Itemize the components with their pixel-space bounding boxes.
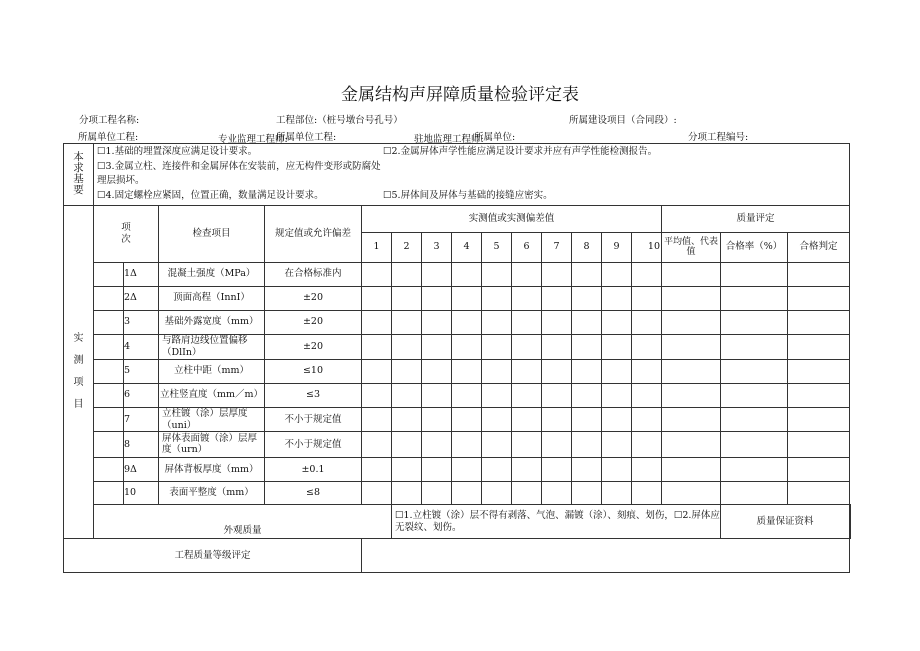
table-row xyxy=(64,359,851,383)
row-tolerance: ±0.1 xyxy=(265,458,362,482)
row-tolerance: ≤10 xyxy=(265,359,362,383)
requirement-5: ☐5.屏体间及屏体与基础的接缝应密实。 xyxy=(383,190,553,202)
row-no: 1Δ xyxy=(124,262,159,286)
col-9-header: 9 xyxy=(602,232,632,262)
row-item: 屏体背板厚度（mm） xyxy=(159,458,265,482)
row-item: 立柱镀（涂）层厚度（uni） xyxy=(159,407,265,432)
table-row xyxy=(64,262,851,286)
col-8-header: 8 xyxy=(572,232,602,262)
row-item: 立柱竖直度（mm／m） xyxy=(159,383,265,407)
row-item: 基础外露宽度（mm） xyxy=(159,310,265,334)
row-tolerance: ±20 xyxy=(265,286,362,310)
table-row xyxy=(64,432,851,458)
subproject-name-label: 分项工程名称: xyxy=(79,115,140,126)
basic-requirements-label: 本 求 基 要 xyxy=(64,144,94,206)
table-row xyxy=(64,383,851,407)
row-tolerance: 不小于规定值 xyxy=(265,432,362,458)
branch-unit-label: 所属单位: xyxy=(474,132,516,143)
col-5-header: 5 xyxy=(482,232,512,262)
col-4-header: 4 xyxy=(452,232,482,262)
col-6-header: 6 xyxy=(512,232,542,262)
table-row xyxy=(64,310,851,334)
col-3-header: 3 xyxy=(422,232,452,262)
row-no: 3 xyxy=(124,310,159,334)
quality-docs-label: 质量保证资料 xyxy=(721,505,850,539)
row-item: 顶面高程（InnI） xyxy=(159,286,265,310)
location-label: 工程部位:（桩号墩台号孔号） xyxy=(276,115,403,126)
row-no: 4 xyxy=(124,334,159,359)
row-tolerance: 在合格标准内 xyxy=(265,262,362,286)
appearance-label: 外观质量 xyxy=(94,505,392,539)
inspection-item-header: 检查项目 xyxy=(159,205,265,262)
unit-project-label: 所属单位工程: xyxy=(276,132,337,143)
requirement-3: ☐3.金属立柱、连接件和金属屏体在安装前，应无构件变形或防腐处理层损坏。 xyxy=(97,160,381,187)
row-no: 6 xyxy=(124,383,159,407)
inspection-table xyxy=(63,143,851,573)
site-supervision-label: 驻地监理工程师: xyxy=(414,134,484,145)
measured-values-header: 实测值或实测偏差值 xyxy=(362,205,662,232)
col-2-header: 2 xyxy=(392,232,422,262)
item-no-header: 项 次 xyxy=(94,205,159,262)
subproject-no-label: 分项工程编号: xyxy=(688,132,749,143)
requirement-1: ☐1.基础的埋置深度应满足设计要求。 xyxy=(97,146,258,157)
table-row xyxy=(64,482,851,505)
row-no: 5 xyxy=(124,359,159,383)
project-label: 所属建设项目（合同段）: xyxy=(569,115,677,126)
row-no: 10 xyxy=(124,482,159,505)
tolerance-header: 规定值或允许偏差 xyxy=(265,205,362,262)
quality-rating-header: 质量评定 xyxy=(662,205,850,232)
construction-unit-label: 所属单位工程: xyxy=(78,132,139,143)
col-10-header: 10 xyxy=(632,232,662,262)
grade-value xyxy=(362,539,850,573)
avg-rep-header: 平均值、代表值 xyxy=(662,232,721,262)
col-7-header: 7 xyxy=(542,232,572,262)
grade-label: 工程质量等级评定 xyxy=(64,539,362,573)
appearance-text: ☐1.立柱镀（涂）层不得有剥落、气泡、漏镀（涂）、刻痕、划伤，☐2.屏体应无裂纹、划伤。 xyxy=(392,505,721,539)
row-no: 8 xyxy=(124,432,159,458)
row-no: 2Δ xyxy=(124,286,159,310)
row-tolerance: ≤8 xyxy=(265,482,362,505)
row-tolerance: ≤3 xyxy=(265,383,362,407)
page-title: 金属结构声屏障质量检验评定表 xyxy=(341,85,579,105)
supervision-engineer-label: 专业监理工程师: xyxy=(218,134,288,145)
row-no: 7 xyxy=(124,407,159,432)
requirement-4: ☐4.固定螺栓应紧固，位置正确，数量满足设计要求。 xyxy=(97,190,324,202)
row-tolerance: 不小于规定值 xyxy=(265,407,362,432)
requirement-2: ☐2.金属屏体声学性能应满足设计要求并应有声学性能检测报告。 xyxy=(383,146,658,157)
pass-rate-header: 合格率（%） xyxy=(721,232,788,262)
row-item: 表面平整度（mm） xyxy=(159,482,265,505)
row-no: 9Δ xyxy=(124,458,159,482)
row-item: 屏体表面镀（涂）层厚度（urn） xyxy=(159,432,265,458)
table-row xyxy=(64,334,851,359)
row-tolerance: ±20 xyxy=(265,334,362,359)
row-tolerance: ±20 xyxy=(265,310,362,334)
table-row xyxy=(64,458,851,482)
measured-items-label: 实 测 项 目 xyxy=(64,205,94,539)
table-row xyxy=(64,407,851,432)
row-item: 与路肩边线位置偏移（DlIn） xyxy=(159,334,265,359)
table-row xyxy=(64,286,851,310)
col-1-header: 1 xyxy=(362,232,392,262)
basic-requirements-text xyxy=(94,144,850,206)
row-item: 立柱中距（mm） xyxy=(159,359,265,383)
row-item: 混凝土强度（MPa） xyxy=(159,262,265,286)
pass-judgement-header: 合格判定 xyxy=(788,232,850,262)
